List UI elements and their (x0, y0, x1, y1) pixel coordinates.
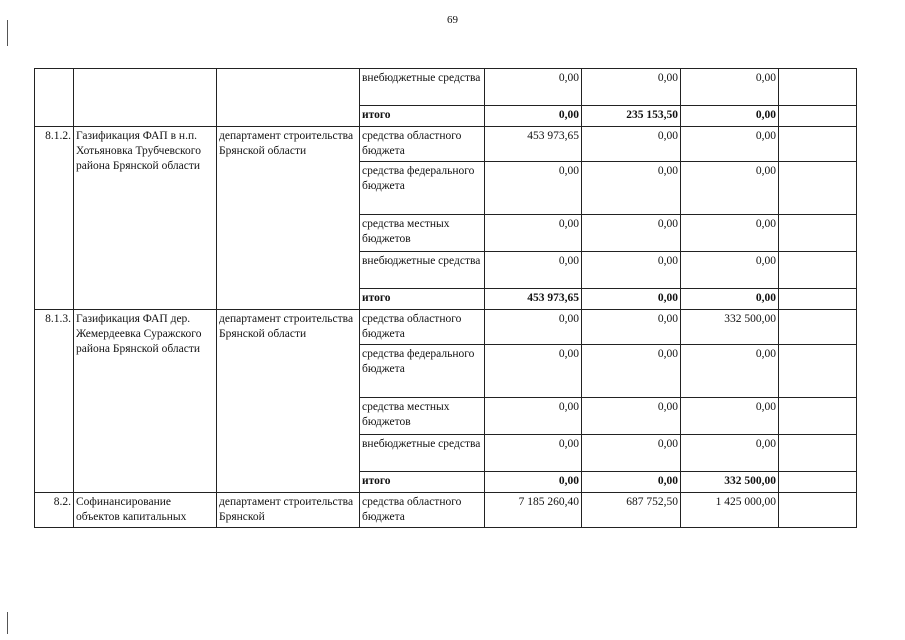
empty-cell (779, 345, 857, 398)
amount-cell-year-1: 0,00 (485, 435, 582, 472)
amount-cell-year-1: 0,00 (485, 106, 582, 127)
amount-cell-year-1: 0,00 (485, 472, 582, 493)
amount-cell-year-1: 453 973,65 (485, 127, 582, 162)
table-row (35, 127, 857, 162)
amount-cell-year-1: 453 973,65 (485, 289, 582, 310)
table-row (35, 493, 857, 528)
amount-cell-year-3: 0,00 (681, 398, 779, 435)
amount-cell-year-3: 0,00 (681, 162, 779, 215)
amount-cell-year-1: 0,00 (485, 215, 582, 252)
amount-cell-year-2: 687 752,50 (582, 493, 681, 528)
item-name-cell: Газификация ФАП в н.п. Хотьяновка Трубчевского района Брянской области (74, 127, 217, 310)
amount-cell-year-1: 0,00 (485, 345, 582, 398)
name-cell (74, 69, 217, 127)
amount-cell-year-1: 0,00 (485, 398, 582, 435)
amount-cell-year-2: 0,00 (582, 69, 681, 106)
code-cell (35, 69, 74, 127)
amount-cell-year-2: 0,00 (582, 472, 681, 493)
amount-cell-year-3: 0,00 (681, 106, 779, 127)
amount-cell-year-3: 1 425 000,00 (681, 493, 779, 528)
amount-cell-year-2: 0,00 (582, 435, 681, 472)
amount-cell-year-2: 0,00 (582, 310, 681, 345)
table-row (35, 69, 857, 106)
item-executor-cell: департамент строительства Брянской (217, 493, 360, 528)
amount-cell-year-3: 0,00 (681, 289, 779, 310)
amount-cell-year-3: 0,00 (681, 215, 779, 252)
amount-cell-year-2: 0,00 (582, 252, 681, 289)
empty-cell (779, 252, 857, 289)
item-code-cell: 8.1.3. (35, 310, 74, 493)
funding-source-cell: средства федерального бюджета (360, 162, 485, 215)
amount-cell-year-3: 0,00 (681, 435, 779, 472)
amount-cell-year-2: 0,00 (582, 162, 681, 215)
funding-source-cell: средства местных бюджетов (360, 215, 485, 252)
empty-cell (779, 215, 857, 252)
funding-source-cell: внебюджетные средства (360, 435, 485, 472)
item-executor-cell: департамент строительства Брянской области (217, 127, 360, 310)
funding-source-cell: средства областного бюджета (360, 310, 485, 345)
empty-cell (779, 289, 857, 310)
amount-cell-year-2: 0,00 (582, 289, 681, 310)
funding-source-cell: средства областного бюджета (360, 127, 485, 162)
empty-cell (779, 106, 857, 127)
funding-source-cell: итого (360, 289, 485, 310)
funding-source-cell: средства местных бюджетов (360, 398, 485, 435)
funding-source-cell: итого (360, 106, 485, 127)
empty-cell (779, 127, 857, 162)
empty-cell (779, 493, 857, 528)
amount-cell-year-1: 0,00 (485, 310, 582, 345)
amount-cell-year-2: 0,00 (582, 215, 681, 252)
amount-cell-year-2: 0,00 (582, 398, 681, 435)
funding-source-cell: средства областного бюджета (360, 493, 485, 528)
amount-cell-year-3: 332 500,00 (681, 310, 779, 345)
item-code-cell: 8.2. (35, 493, 74, 528)
empty-cell (779, 310, 857, 345)
amount-cell-year-1: 7 185 260,40 (485, 493, 582, 528)
empty-cell (779, 435, 857, 472)
empty-cell (779, 69, 857, 106)
amount-cell-year-2: 0,00 (582, 127, 681, 162)
funding-source-cell: внебюджетные средства (360, 252, 485, 289)
amount-cell-year-3: 0,00 (681, 252, 779, 289)
amount-cell-year-3: 332 500,00 (681, 472, 779, 493)
empty-cell (779, 398, 857, 435)
amount-cell-year-1: 0,00 (485, 162, 582, 215)
amount-cell-year-3: 0,00 (681, 127, 779, 162)
table-row (35, 310, 857, 345)
page-number: 69 (447, 14, 458, 26)
executor-cell (217, 69, 360, 127)
amount-cell-year-3: 0,00 (681, 69, 779, 106)
item-name-cell: Софинансирование объектов капитальных (74, 493, 217, 528)
funding-source-cell: итого (360, 472, 485, 493)
amount-cell-year-3: 0,00 (681, 345, 779, 398)
budget-table (34, 68, 857, 528)
empty-cell (779, 162, 857, 215)
funding-source-cell: средства федерального бюджета (360, 345, 485, 398)
funding-source-cell: внебюджетные средства (360, 69, 485, 106)
amount-cell-year-2: 0,00 (582, 345, 681, 398)
amount-cell-year-1: 0,00 (485, 69, 582, 106)
item-code-cell: 8.1.2. (35, 127, 74, 310)
scan-edge-mark-bottom (7, 612, 8, 634)
amount-cell-year-2: 235 153,50 (582, 106, 681, 127)
amount-cell-year-1: 0,00 (485, 252, 582, 289)
item-name-cell: Газификация ФАП дер. Жемердеевка Суражского района Брянской области (74, 310, 217, 493)
empty-cell (779, 472, 857, 493)
item-executor-cell: департамент строительства Брянской области (217, 310, 360, 493)
